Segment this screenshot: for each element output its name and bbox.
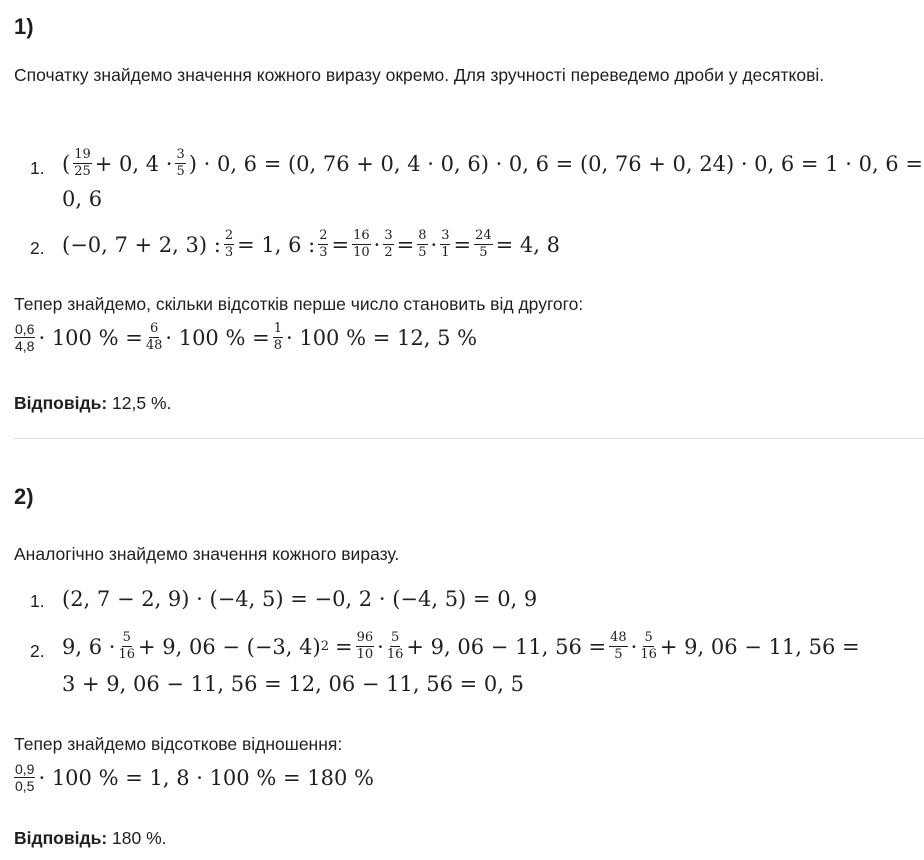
fraction bbox=[118, 631, 135, 662]
denominator: 48 bbox=[145, 338, 163, 353]
expression-part: · 100 % = bbox=[165, 325, 270, 350]
numerator: 19 bbox=[74, 147, 91, 162]
expression-part: 9, 6 · bbox=[62, 634, 116, 659]
numerator: 3 bbox=[441, 228, 450, 243]
denominator: 5 bbox=[479, 245, 488, 260]
fraction bbox=[14, 322, 35, 353]
denominator: 25 bbox=[74, 164, 91, 179]
numerator: 0,9 bbox=[15, 761, 35, 777]
denominator: 1 bbox=[441, 245, 450, 260]
section-1-item-2-number: 2. bbox=[30, 238, 45, 258]
fraction bbox=[175, 148, 185, 179]
answer-label: Відповідь: bbox=[14, 393, 108, 413]
answer-value: 12,5 %. bbox=[107, 393, 172, 413]
denominator: 2 bbox=[384, 245, 393, 260]
denominator: 3 bbox=[319, 245, 328, 260]
expression-part: · 100 % = 1, 8 · 100 % = 180 % bbox=[38, 765, 374, 790]
expression-part: + 9, 06 − (−3, 4) bbox=[137, 634, 321, 659]
expression-part: = bbox=[453, 232, 472, 257]
denominator: 4,8 bbox=[15, 338, 35, 354]
numerator: 3 bbox=[384, 228, 393, 243]
expression-part: = bbox=[334, 634, 353, 659]
expression-part: · bbox=[373, 232, 381, 257]
section-2-percent-expression bbox=[14, 762, 374, 793]
numerator: 8 bbox=[418, 228, 427, 243]
numerator: 48 bbox=[610, 630, 627, 645]
section-2-item-2-line-1 bbox=[62, 631, 860, 662]
fraction bbox=[146, 322, 163, 353]
fraction bbox=[14, 762, 35, 793]
section-2-item-2-line-2: 3 + 9, 06 − 11, 56 = 12, 06 − 11, 56 = 0, 5 bbox=[62, 672, 524, 696]
expression-part: · 100 % = 12, 5 % bbox=[285, 325, 478, 350]
section-2-answer bbox=[14, 828, 167, 849]
fraction bbox=[387, 631, 404, 662]
section-2-item-1-expression: (2, 7 − 2, 9) · (−4, 5) = −0, 2 · (−4, 5) = 0, 9 bbox=[62, 587, 538, 611]
expression-part: = 4, 8 bbox=[495, 232, 560, 257]
fraction bbox=[356, 631, 375, 662]
denominator: 3 bbox=[224, 245, 234, 260]
denominator: 16 bbox=[640, 647, 657, 662]
numerator: 0,6 bbox=[15, 321, 35, 337]
exponent: 2 bbox=[320, 639, 329, 654]
numerator: 96 bbox=[356, 630, 374, 645]
numerator: 3 bbox=[176, 147, 185, 162]
expression-part: + 9, 06 − 11, 56 = bbox=[659, 634, 860, 659]
section-2-item-2-number: 2. bbox=[30, 641, 45, 661]
section-2-percent-intro: Тепер знайдемо відсоткове відношення: bbox=[14, 734, 343, 754]
expression-part: · bbox=[630, 634, 638, 659]
expression-part: ) · 0, 6 = (0, 76 + 0, 4 · 0, 6) · 0, 6 = (0, 76 + 0, 24) · 0, 6 = 1 · 0, 6 = bbox=[188, 151, 923, 176]
answer-value: 180 %. bbox=[107, 828, 167, 848]
denominator: 10 bbox=[356, 647, 374, 662]
numerator: 6 bbox=[149, 321, 159, 336]
fraction bbox=[224, 229, 234, 260]
fraction bbox=[417, 229, 427, 260]
expression-part: · bbox=[377, 634, 384, 659]
denominator: 8 bbox=[273, 338, 282, 353]
expression-part: = bbox=[396, 232, 415, 257]
answer-label: Відповідь: bbox=[14, 828, 108, 848]
fraction bbox=[352, 229, 371, 260]
fraction bbox=[609, 631, 628, 662]
denominator: 16 bbox=[386, 647, 404, 662]
numerator: 5 bbox=[390, 630, 400, 645]
numerator: 5 bbox=[644, 630, 653, 645]
expression-part: + 0, 4 · bbox=[94, 151, 173, 176]
denominator: 5 bbox=[614, 647, 623, 662]
expression-part: (−0, 7 + 2, 3) : bbox=[62, 232, 221, 257]
section-2-intro: Аналогічно знайдемо значення кожного виразу. bbox=[14, 544, 400, 564]
denominator: 5 bbox=[418, 245, 427, 260]
expression-part: + 9, 06 − 11, 56 = bbox=[406, 634, 607, 659]
expression-part: · bbox=[430, 232, 438, 257]
numerator: 2 bbox=[319, 228, 328, 243]
expression-part: = 1, 6 : bbox=[237, 232, 316, 257]
fraction bbox=[383, 229, 393, 260]
denominator: 16 bbox=[118, 647, 135, 662]
open-paren: ( bbox=[62, 151, 71, 176]
denominator: 5 bbox=[176, 164, 185, 179]
section-1-item-1-line-1 bbox=[62, 148, 923, 179]
section-1-percent-intro: Тепер знайдемо, скільки відсотків перше число становить від другого: bbox=[14, 294, 584, 314]
section-1-intro: Спочатку знайдемо значення кожного виразу окремо. Для зручності переведемо дроби у десяткові. bbox=[14, 65, 825, 85]
expression-part: = bbox=[331, 232, 350, 257]
numerator: 16 bbox=[353, 228, 370, 243]
section-divider bbox=[14, 438, 924, 439]
section-1-item-1-line-2: 0, 6 bbox=[62, 187, 103, 211]
numerator: 5 bbox=[122, 630, 131, 645]
denominator: 0,5 bbox=[15, 778, 35, 794]
fraction bbox=[73, 148, 92, 179]
fraction bbox=[440, 229, 450, 260]
fraction bbox=[318, 229, 328, 260]
section-1-answer bbox=[14, 393, 171, 414]
section-1-heading: 1) bbox=[14, 14, 34, 39]
section-2-item-1-number: 1. bbox=[30, 591, 45, 611]
numerator: 2 bbox=[224, 228, 234, 243]
fraction bbox=[273, 322, 283, 353]
denominator: 10 bbox=[353, 245, 370, 260]
section-2-heading: 2) bbox=[14, 484, 34, 509]
expression-part: · 100 % = bbox=[38, 325, 143, 350]
fraction bbox=[474, 229, 493, 260]
section-1-percent-expression bbox=[14, 322, 477, 353]
section-1-item-1-number: 1. bbox=[30, 158, 45, 178]
numerator: 1 bbox=[273, 321, 282, 336]
fraction bbox=[640, 631, 657, 662]
section-1-item-2-expression bbox=[62, 229, 560, 260]
numerator: 24 bbox=[475, 228, 492, 243]
